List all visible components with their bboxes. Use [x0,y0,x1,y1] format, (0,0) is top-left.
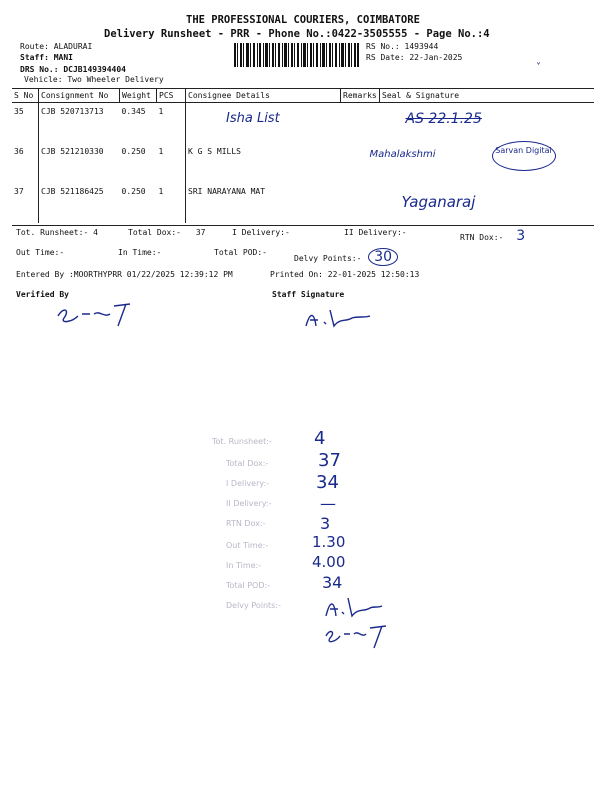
cell-weight: 0.250 [121,186,146,196]
table-row [12,143,594,183]
barcode [234,43,360,67]
summary-value: 37 [318,450,341,471]
drs-label: DRS No.: [20,65,59,74]
cell-signature [380,103,595,143]
cell-sno: 35 [14,107,24,116]
staff-value: MANI [53,53,73,62]
cell-pcs: 1 [158,186,164,196]
cell-pcs: 1 [158,146,164,156]
col-seal-signature: Seal & Signature [380,89,595,103]
ii-delivery: II Delivery:- [344,228,407,237]
runsheet-subtitle: Delivery Runsheet - PRR - Phone No.:0422-3505555 - Page No.:4 [104,28,490,40]
cell-weight: 0.250 [121,146,146,156]
cell-consignee [186,103,341,143]
summary-value: — [320,494,336,513]
rs-no-value: 1493944 [404,42,439,51]
summary-value: 1.30 [312,533,346,551]
runsheet-table [12,88,594,223]
cell-sno: 36 [14,146,24,156]
printed-on: Printed On: 22-01-2025 12:50:13 [270,270,420,279]
rtn-dox [460,228,525,244]
handwritten-consignee: Isha List [226,111,280,126]
delvy-points [294,248,398,266]
out-time: Out Time:- [16,248,65,257]
faint-label: Tot. Runsheet:- [212,437,272,446]
signature: AS 22.1.25 [405,111,482,127]
staff-signature-label: Staff Signature [272,290,345,299]
pen-mark: ˅ [536,62,541,73]
vehicle-line [24,75,164,84]
cell-remarks [341,183,380,223]
route-value: ALADURAI [53,42,93,51]
cell-weight: 0.345 [121,107,146,116]
summary-value: 3 [320,514,331,533]
delvy-points-label: Delvy Points:- [294,254,362,263]
route-label: Route: [20,42,49,51]
stamp: Sarvan Digital [492,141,556,171]
signature: Yaganaraj [401,192,476,211]
table-row [12,183,594,223]
cell-consignment: CJB 520713713 [39,103,120,143]
rs-no-line [366,42,438,51]
entered-by: Entered By :MOORTHYPRR 01/22/2025 12:39:12 PM [16,270,233,279]
total-pod: Total POD:- [214,248,267,257]
drs-value: DCJB149394404 [63,65,126,74]
col-consignment: Consignment No [39,89,120,103]
tot-runsheet-label: Tot. Runsheet:- [16,228,89,237]
faint-label: II Delivery:- [226,499,272,508]
tot-runsheet-value: 4 [93,228,98,237]
cell-sno: 37 [14,186,24,196]
summary-verifier-signature [322,620,394,650]
faint-label: Out Time:- [226,541,269,550]
cell-signature [380,183,595,223]
col-remarks: Remarks [341,89,380,103]
summary-value: 34 [322,573,343,592]
total-dox [128,228,205,237]
in-time: In Time:- [118,248,162,257]
col-pcs: PCS [157,89,186,103]
cell-consignee: K G S MILLS [186,143,341,183]
rs-no-label: RS No.: [366,42,400,51]
cell-consignment: CJB 521186425 [39,183,120,223]
table-bottom-rule [12,225,594,226]
rs-date-line [366,53,462,62]
summary-value: 4 [314,428,326,449]
staff-line [20,53,73,62]
summary-value: 34 [316,472,339,493]
cell-remarks [341,103,380,143]
cell-consignee: SRI NARAYANA MAT [186,183,341,223]
rs-date-value: 22-Jan-2025 [409,53,463,62]
verifier-signature [54,296,144,330]
faint-label: RTN Dox:- [226,519,266,528]
delvy-points-value: 30 [368,248,398,266]
staff-label: Staff: [20,53,49,62]
total-dox-label: Total Dox:- [128,228,181,237]
total-dox-value: 37 [195,228,206,237]
summary-value: 4.00 [312,553,346,571]
staff-signature [300,304,380,330]
rtn-dox-value: 3 [516,228,526,244]
drs-line [20,65,126,74]
faint-label: I Delivery:- [226,479,270,488]
vehicle-value: Two Wheeler Delivery [67,75,164,84]
col-consignee: Consignee Details [186,89,341,103]
faint-label: Delvy Points:- [226,601,281,610]
cell-signature [369,143,595,183]
company-title: THE PROFESSIONAL COURIERS, COIMBATORE [186,14,420,26]
table-header-row [12,89,594,103]
faint-label: Total Dox:- [226,459,269,468]
col-weight: Weight [120,89,157,103]
cell-consignment: CJB 521210330 [39,143,120,183]
summary-staff-signature [322,594,386,620]
rtn-dox-label: RTN Dox:- [460,233,504,242]
faint-label: Total POD:- [226,581,271,590]
faint-label: In Time:- [226,561,262,570]
rs-date-label: RS Date: [366,53,405,62]
col-sno: S No [12,89,39,103]
vehicle-label: Vehicle: [24,75,63,84]
i-delivery: I Delivery:- [232,228,290,237]
signature: Mahalakshmi [369,148,436,160]
tot-runsheet [16,228,98,237]
route-line [20,42,92,51]
verified-by-label: Verified By [16,290,69,299]
table-row [12,103,594,143]
cell-pcs: 1 [158,107,164,116]
